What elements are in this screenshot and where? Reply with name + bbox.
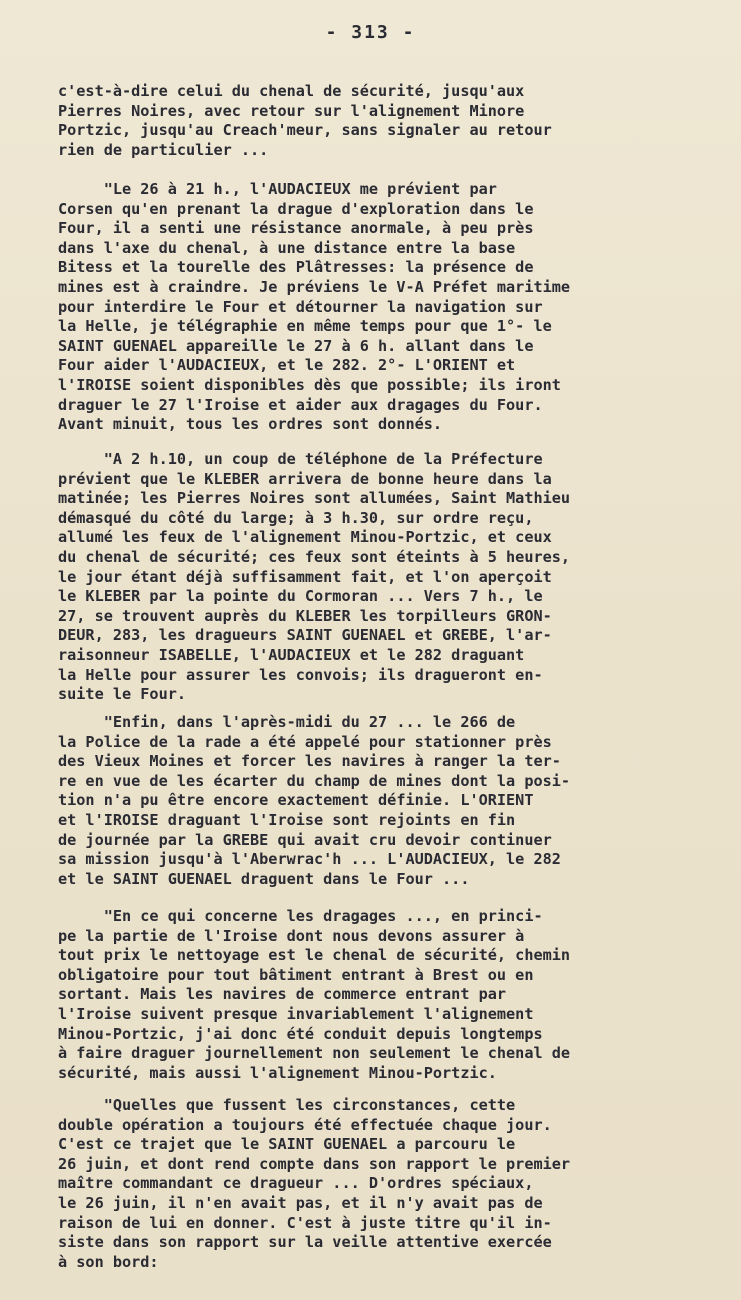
text-line: des Vieux Moines et forcer les navires à ranger la ter- <box>58 752 561 771</box>
text-line: allumé les feux de l'alignement Minou-Portzic, et ceux <box>58 528 552 547</box>
text-line: "A 2 h.10, un coup de téléphone de la Préfecture <box>58 450 543 468</box>
paragraph <box>58 713 728 889</box>
text-line: pe la partie de l'Iroise dont nous devons assurer à <box>58 926 525 945</box>
text-line: du chenal de sécurité; ces feux sont éteints à 5 heures, <box>58 547 571 566</box>
text-line: dans l'axe du chenal, à une distance entre la base <box>58 238 516 257</box>
text-line: 27, se trouvent auprès du KLEBER les torpilleurs GRON- <box>58 606 552 625</box>
text-line: raisonneur ISABELLE, l'AUDACIEUX et le 282 draguant <box>58 645 525 664</box>
text-line: SAINT GUENAEL appareille le 27 à 6 h. allant dans le <box>58 336 534 355</box>
paragraph <box>58 82 728 160</box>
text-line: sortant. Mais les navires de commerce entrant par <box>58 985 507 1004</box>
text-line: "Quelles que fussent les circonstances, cette <box>58 1096 516 1114</box>
text-line: mines est à craindre. Je préviens le V-A Préfet maritime <box>58 277 571 296</box>
text-line: tout prix le nettoyage est le chenal de sécurité, chemin <box>58 946 571 965</box>
text-line: l'IROISE soient disponibles dès que possible; ils iront <box>58 375 561 394</box>
text-line: "Le 26 à 21 h., l'AUDACIEUX me prévient par <box>58 180 497 198</box>
text-line: re en vue de les écarter du champ de mines dont la posi- <box>58 771 571 790</box>
text-line: à faire draguer journellement non seulement le chenal de <box>58 1044 571 1063</box>
text-line: démasqué du côté du large; à 3 h.30, sur ordre reçu, <box>58 508 534 527</box>
text-line: prévient que le KLEBER arrivera de bonne heure dans la <box>58 469 552 488</box>
text-line: le jour étant déjà suffisamment fait, et l'on aperçoit <box>58 567 552 586</box>
text-line: pour interdire le Four et détourner la navigation sur <box>58 297 543 316</box>
text-line: "Enfin, dans l'après-midi du 27 ... le 266 de <box>58 713 516 731</box>
text-line: et le SAINT GUENAEL draguent dans le Four ... <box>58 869 470 888</box>
text-line: à son bord: <box>58 1252 159 1271</box>
paragraph <box>58 450 728 705</box>
text-line: Pierres Noires, avec retour sur l'alignement Minore <box>58 101 525 120</box>
text-line: maître commandant ce dragueur ... D'ordres spéciaux, <box>58 1174 534 1193</box>
text-line: Avant minuit, tous les ordres sont donnés. <box>58 415 443 434</box>
text-line: obligatoire pour tout bâtiment entrant à Brest ou en <box>58 965 534 984</box>
text-line: 26 juin, et dont rend compte dans son rapport le premier <box>58 1154 571 1173</box>
text-line: DEUR, 283, les dragueurs SAINT GUENAEL et GREBE, l'ar- <box>58 626 552 645</box>
text-line: siste dans son rapport sur la veille attentive exercée <box>58 1233 552 1252</box>
text-line: Four aider l'AUDACIEUX, et le 282. 2°- L'ORIENT et <box>58 356 516 375</box>
text-line: sa mission jusqu'à l'Aberwrac'h ... L'AUDACIEUX, le 282 <box>58 850 561 869</box>
paragraph <box>58 907 728 1083</box>
text-line: draguer le 27 l'Iroise et aider aux dragages du Four. <box>58 395 543 414</box>
paragraph <box>58 180 728 435</box>
text-line: Bitess et la tourelle des Plâtresses: la présence de <box>58 258 534 277</box>
text-line: Corsen qu'en prenant la drague d'exploration dans le <box>58 199 534 218</box>
text-line: sécurité, mais aussi l'alignement Minou-Portzic. <box>58 1063 497 1082</box>
text-line: c'est-à-dire celui du chenal de sécurité, jusqu'aux <box>58 82 525 100</box>
text-line: rien de particulier ... <box>58 140 269 159</box>
text-line: double opération a toujours été effectuée chaque jour. <box>58 1115 552 1134</box>
text-line: le KLEBER par la pointe du Cormoran ... Vers 7 h., le <box>58 587 543 606</box>
text-line: et l'IROISE draguant l'Iroise sont rejoints en fin <box>58 810 516 829</box>
text-line: Four, il a senti une résistance anormale, à peu près <box>58 219 534 238</box>
text-line: de journée par la GREBE qui avait cru devoir continuer <box>58 830 552 849</box>
text-line: "En ce qui concerne les dragages ..., en princi- <box>58 907 543 925</box>
page-number: - 313 - <box>325 22 416 43</box>
text-line: matinée; les Pierres Noires sont allumées, Saint Mathieu <box>58 489 571 508</box>
text-line: l'Iroise suivent presque invariablement l'alignement <box>58 1004 534 1023</box>
text-line: la Helle pour assurer les convois; ils dragueront en- <box>58 665 543 684</box>
text-line: suite le Four. <box>58 685 187 704</box>
text-line: tion n'a pu être encore exactement définie. L'ORIENT <box>58 791 534 810</box>
text-line: le 26 juin, il n'en avait pas, et il n'y avait pas de <box>58 1193 543 1212</box>
text-line: Portzic, jusqu'au Creach'meur, sans signaler au retour <box>58 121 552 140</box>
text-line: la Helle, je télégraphie en même temps pour que 1°- le <box>58 317 552 336</box>
paragraph <box>58 1096 728 1272</box>
text-line: la Police de la rade a été appelé pour stationner près <box>58 732 552 751</box>
text-line: Minou-Portzic, j'ai donc été conduit depuis longtemps <box>58 1024 543 1043</box>
text-line: raison de lui en donner. C'est à juste titre qu'il in- <box>58 1213 552 1232</box>
text-line: C'est ce trajet que le SAINT GUENAEL a parcouru le <box>58 1135 516 1154</box>
